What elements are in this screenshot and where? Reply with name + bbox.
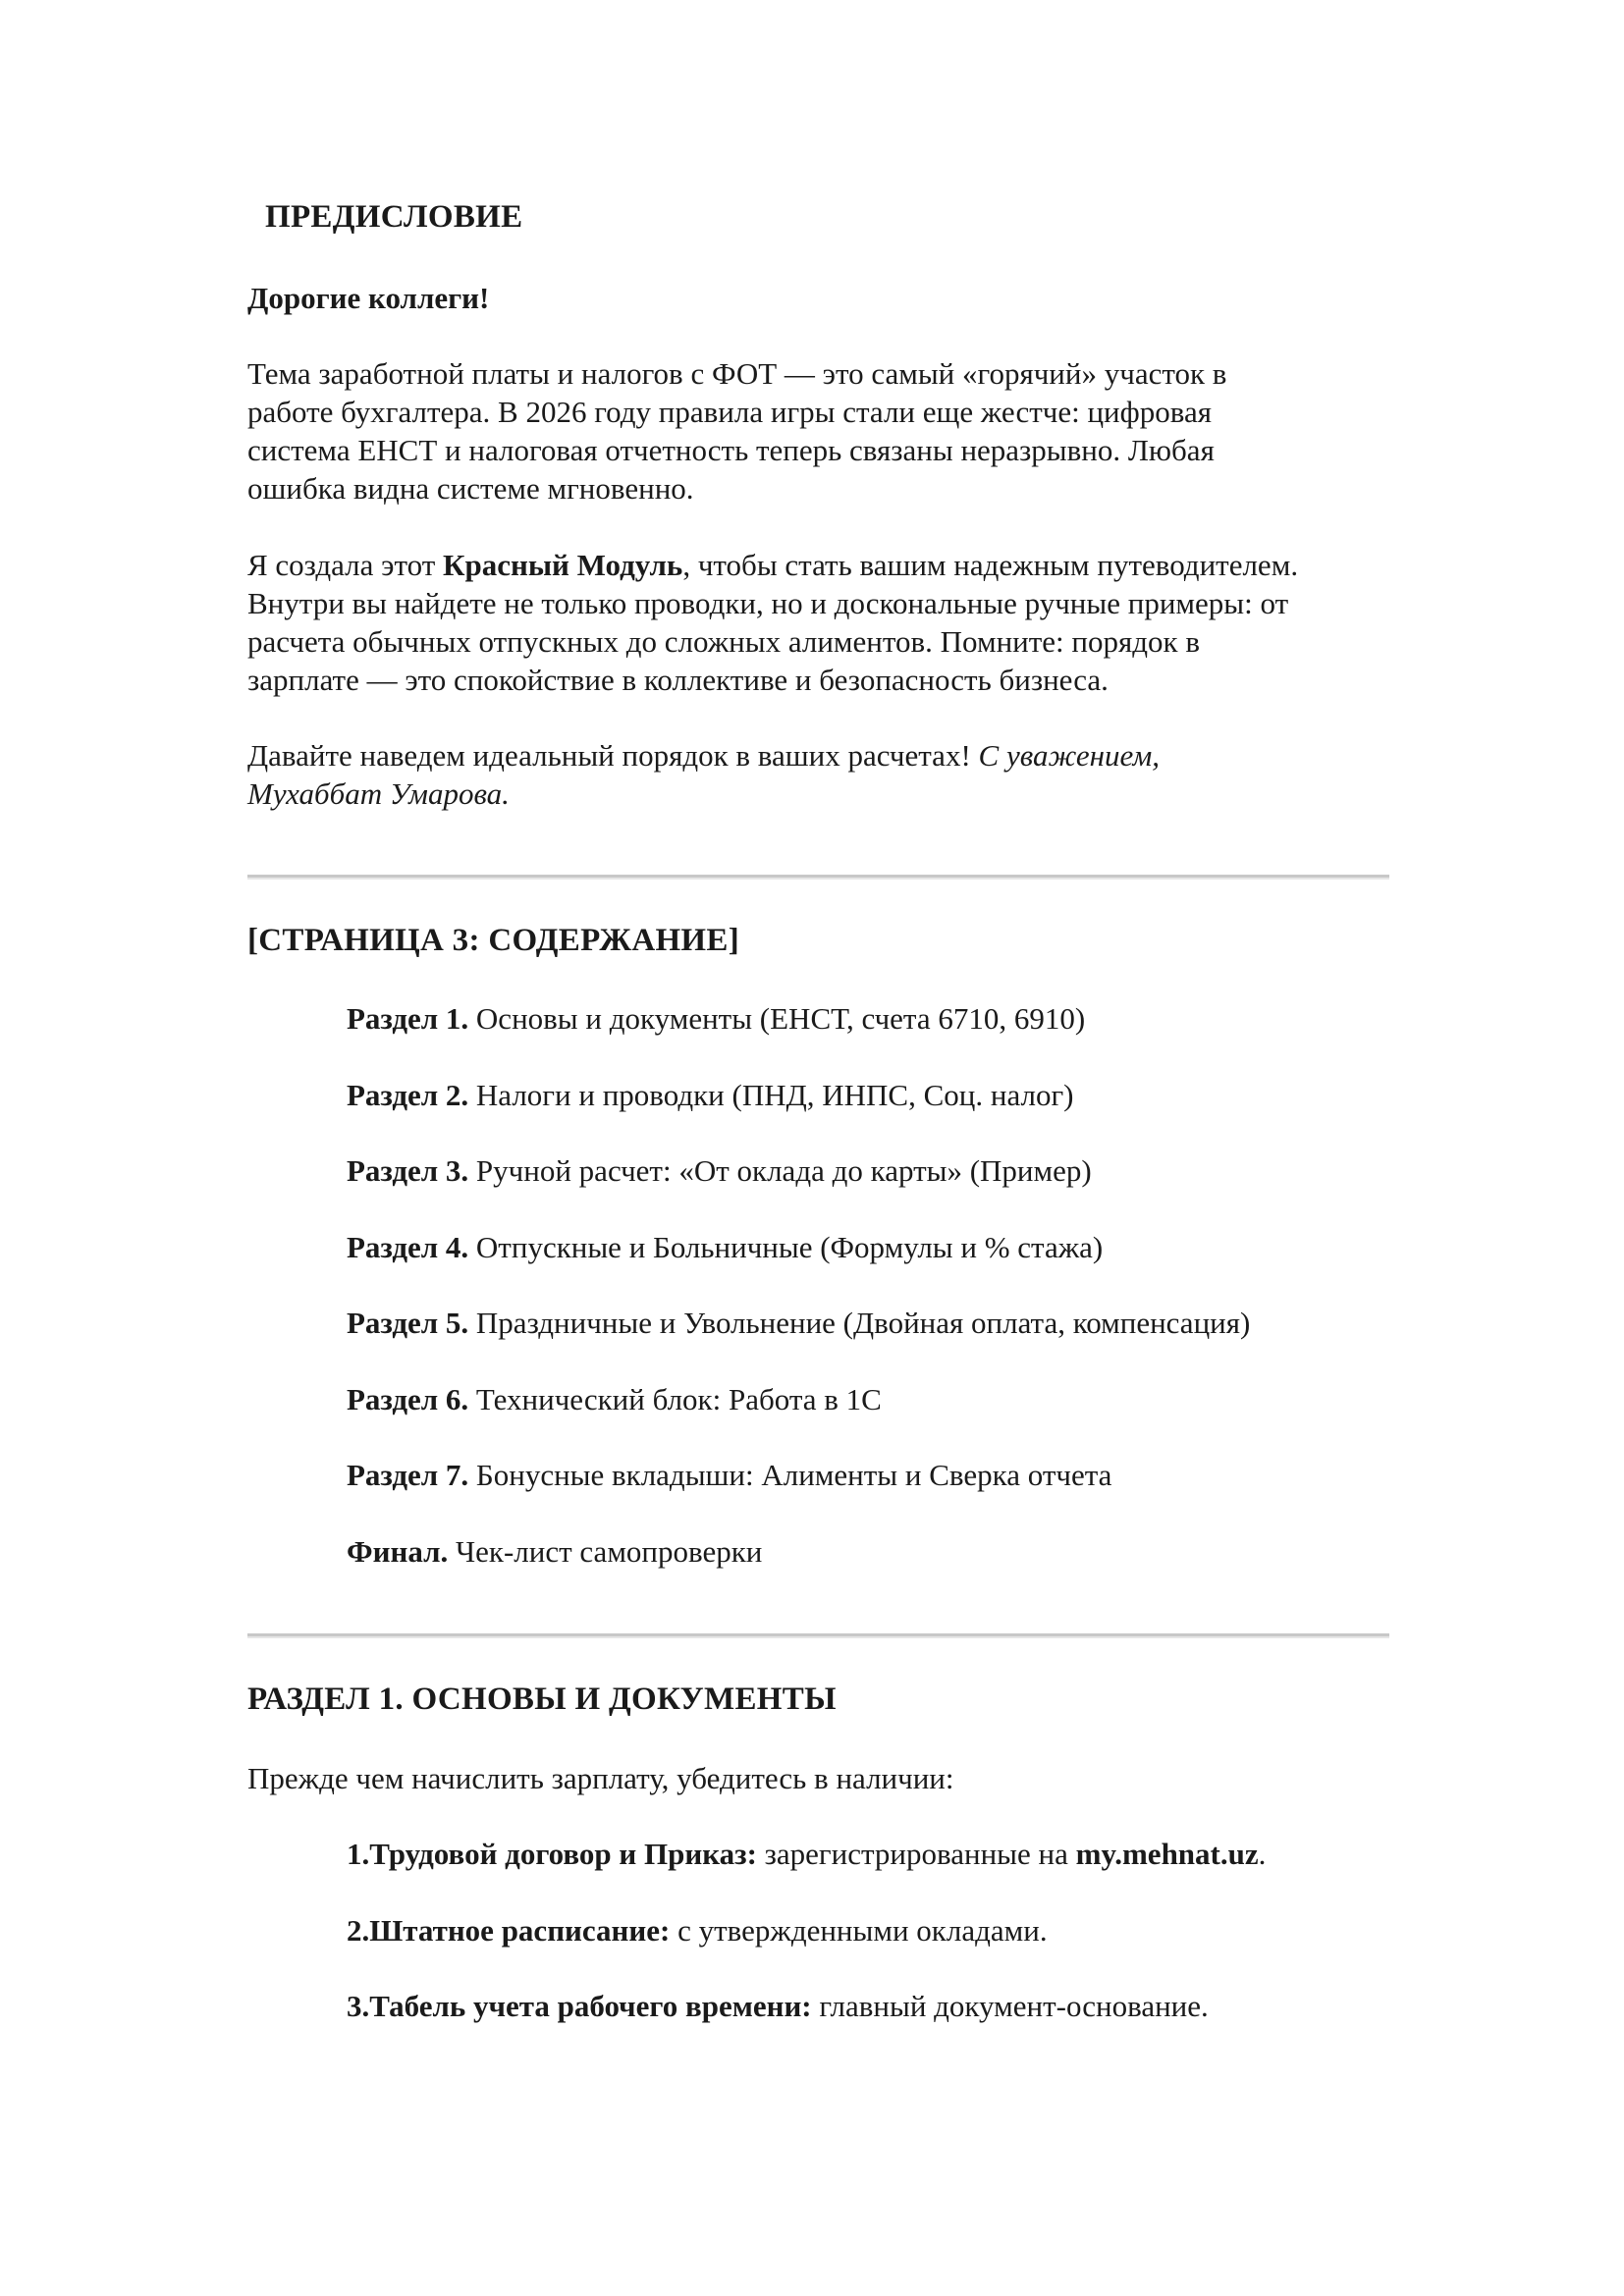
horizontal-divider: [247, 875, 1389, 880]
section-1-title: РАЗДЕЛ 1. ОСНОВЫ И ДОКУМЕНТЫ: [247, 1682, 837, 1717]
signature-salutation: С уважением,: [978, 738, 1161, 773]
section-1-intro: Прежде чем начислить зарплату, убедитесь в наличии:: [247, 1761, 954, 1795]
horizontal-divider: [247, 1633, 1389, 1638]
toc-item: Раздел 1. Основы и документы (ЕНСТ, счета 6710, 6910): [347, 1001, 1086, 1036]
document-item: 3.Табель учета рабочего времени: главный документ-основание.: [347, 1989, 1209, 2023]
preface-paragraph-2: [247, 546, 1298, 699]
paragraph-line: Тема заработной платы и налогов с ФОТ — это самый «горячий» участок в: [247, 356, 1227, 391]
toc-item: Раздел 6. Технический блок: Работа в 1С: [347, 1382, 882, 1416]
preface-greeting: Дорогие коллеги!: [247, 281, 490, 315]
document-item: 1.Трудовой договор и Приказ: зарегистрированные на my.mehnat.uz.: [347, 1837, 1267, 1871]
mehnat-link-text: my.mehnat.uz: [1075, 1837, 1259, 1871]
paragraph-line: зарплате — это спокойствие в коллективе и безопасность бизнеса.: [247, 663, 1109, 697]
document-item: 2.Штатное расписание: с утвержденными окладами.: [347, 1913, 1048, 1948]
paragraph-line: Я создала этот Красный Модуль, чтобы стать вашим надежным путеводителем.: [247, 548, 1299, 582]
paragraph-line: Внутри вы найдете не только проводки, но и доскональные ручные примеры: от: [247, 586, 1289, 620]
paragraph-line: Давайте наведем идеальный порядок в ваших расчетах! С уважением,: [247, 738, 1161, 773]
toc-item: Раздел 7. Бонусные вкладыши: Алименты и Сверка отчета: [347, 1458, 1112, 1492]
module-name: Красный Модуль: [443, 548, 683, 582]
paragraph-line: расчета обычных отпускных до сложных алиментов. Помните: порядок в: [247, 624, 1200, 659]
toc-item: Раздел 5. Праздничные и Увольнение (Двойная оплата, компенсация): [347, 1306, 1251, 1340]
contents-title: [СТРАНИЦА 3: СОДЕРЖАНИЕ]: [247, 923, 739, 958]
toc-item: Раздел 2. Налоги и проводки (ПНД, ИНПС, Соц. налог): [347, 1078, 1074, 1112]
toc-item: Раздел 4. Отпускные и Больничные (Формулы и % стажа): [347, 1230, 1104, 1264]
preface-paragraph-1: [247, 354, 1226, 507]
preface-closing: [247, 736, 1160, 813]
preface-title: ПРЕДИСЛОВИЕ: [265, 199, 523, 235]
toc-item: Финал. Чек-лист самопроверки: [347, 1534, 763, 1569]
paragraph-line: работе бухгалтера. В 2026 году правила игры стали еще жестче: цифровая: [247, 395, 1212, 429]
paragraph-line: ошибка видна системе мгновенно.: [247, 471, 694, 506]
signature-name: Мухаббат Умарова.: [247, 776, 510, 811]
paragraph-line: система ЕНСТ и налоговая отчетность теперь связаны неразрывно. Любая: [247, 433, 1215, 467]
toc-item: Раздел 3. Ручной расчет: «От оклада до карты» (Пример): [347, 1153, 1092, 1188]
